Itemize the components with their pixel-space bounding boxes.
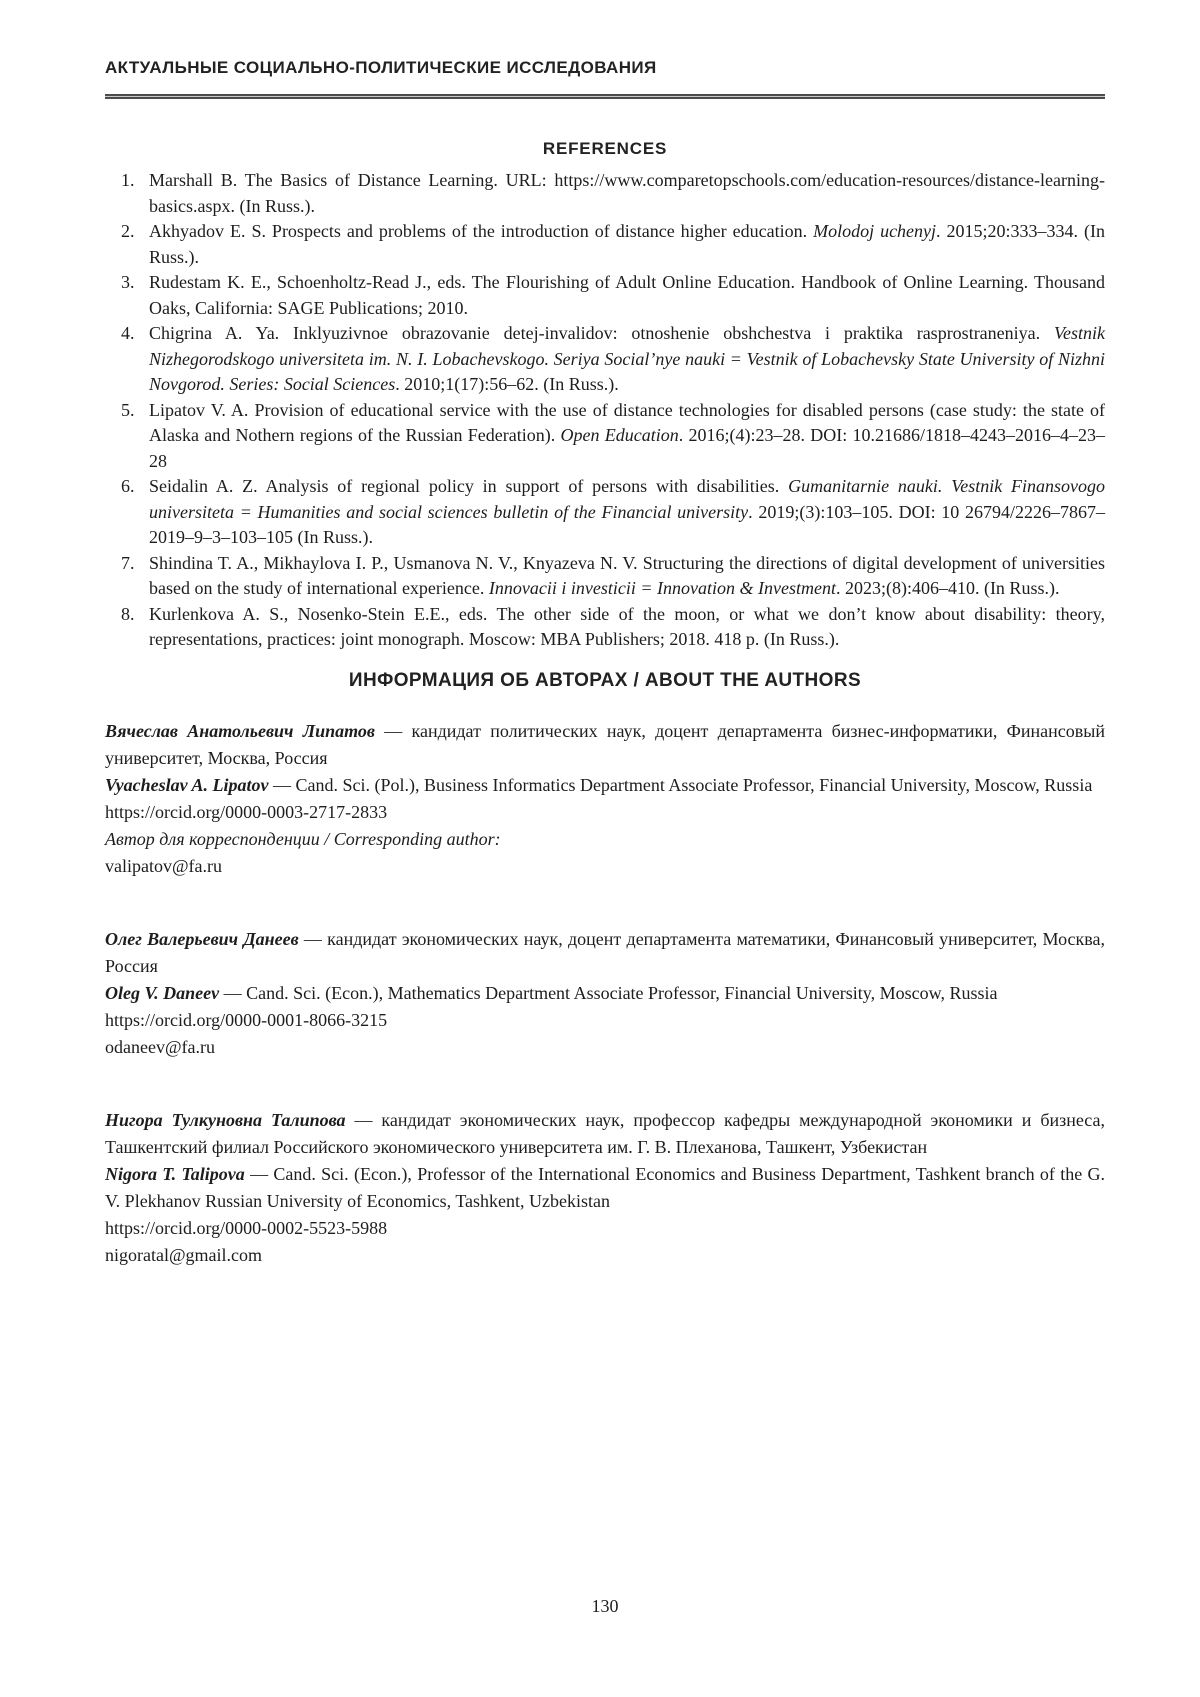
- reference-text: [149, 323, 1105, 394]
- text-segment: https://orcid.org/0000-0001-8066-3215: [105, 1009, 388, 1030]
- text-segment: Rudestam K. E., Schoenholtz-Read J., eds. The Flourishing of Adult Online Education. Handbook of Online Learning. Thousand Oaks, California: SAGE Publications; 2010.: [149, 272, 1105, 318]
- corresponding-author-note: [105, 826, 1105, 853]
- reference-text: [149, 553, 1105, 599]
- author-bio-en: [105, 980, 1105, 1007]
- text-segment: valipatov@fa.ru: [105, 855, 223, 876]
- text-segment: https://orcid.org/0000-0002-5523-5988: [105, 1217, 388, 1238]
- reference-number: 3.: [121, 272, 135, 292]
- author-email: [105, 1034, 1105, 1061]
- reference-item: [105, 474, 1105, 551]
- author-bio-en: [105, 1161, 1105, 1215]
- journal-title: Vestnik Nizhegorodskogo universiteta im. N. I. Lobachevskogo. Seriya Social’nye nauki = Vestnik of Lobachevsky State University of Nizhni Novgorod. Series: Social Sciences: [149, 323, 1105, 394]
- author-bio-en: [105, 772, 1105, 799]
- reference-text: [149, 272, 1105, 318]
- reference-text: [149, 221, 1105, 267]
- text-segment: Akhyadov E. S. Prospects and problems of the introduction of distance higher education.: [149, 221, 814, 241]
- reference-number: 4.: [121, 323, 135, 343]
- text-segment: Kurlenkova A. S., Nosenko-Stein E.E., eds. The other side of the moon, or what we don’t know about disability: theory, representations, practices: joint monograph. Moscow: MBA Publishers; 2018. 418 p. (In Russ.).: [149, 603, 1105, 649]
- reference-item: [105, 219, 1105, 270]
- reference-text: [149, 604, 1105, 650]
- author-name-en: Oleg V. Daneev: [105, 982, 220, 1003]
- reference-number: 7.: [121, 552, 135, 573]
- reference-number: 8.: [121, 603, 135, 624]
- reference-item: [105, 602, 1105, 653]
- reference-number: 6.: [121, 476, 135, 496]
- reference-number: 1.: [121, 170, 135, 190]
- authors-heading: ИНФОРМАЦИЯ ОБ АВТОРАХ / ABOUT THE AUTHORS: [348, 669, 862, 691]
- journal-title: Molodoj uchenyj: [813, 221, 937, 241]
- reference-number: 5.: [121, 399, 135, 420]
- author-name-ru: Нигора Тулкуновна Талипова: [105, 1109, 346, 1130]
- text-segment: — Cand. Sci. (Econ.), Professor of the International Economics and Business Department, Tashkent branch of the G. V. Plekhanov Russian University of Economics, Tashkent, Uzbekistan: [105, 1163, 1106, 1211]
- author-bio-ru: [105, 926, 1105, 980]
- journal-title: Gumanitarnie nauki. Vestnik Finansovogo universiteta = Humanities and social sciences bulletin of the Financial university: [149, 476, 1105, 522]
- text-segment: odaneev@fa.ru: [105, 1036, 216, 1057]
- text-segment: https://orcid.org/0000-0003-2717-2833: [105, 801, 388, 822]
- author-email: [105, 853, 1105, 880]
- reference-item: [105, 168, 1105, 219]
- text-segment: — Cand. Sci. (Pol.), Business Informatics Department Associate Professor, Financial University, Moscow, Russia: [268, 774, 1093, 795]
- reference-item: [105, 551, 1105, 602]
- page-content: [105, 0, 1105, 1269]
- text-segment: Shindina T. A., Mikhaylova I. P., Usmanova N. V., Knyazeva N. V. Structuring the directions of digital development of universities based on the study of international experience.: [149, 552, 1105, 598]
- reference-text: [149, 400, 1105, 471]
- reference-item: [105, 398, 1105, 475]
- reference-item: [105, 270, 1105, 321]
- author-name-ru: Олег Валерьевич Данеев: [105, 928, 299, 949]
- references-list: [105, 168, 1105, 653]
- text-segment: — кандидат политических наук, доцент департамента бизнес-информатики, Финансовый университет, Москва, Россия: [105, 720, 1105, 768]
- running-header: АКТУАЛЬНЫЕ СОЦИАЛЬНО-ПОЛИТИЧЕСКИЕ ИССЛЕДОВАНИЯ: [105, 58, 657, 77]
- text-segment: Marshall B. The Basics of Distance Learning. URL: https://www.comparetopschools.com/education-resources/distance-learning-basics.aspx. (In Russ.).: [149, 170, 1105, 216]
- text-segment: Chigrina A. Ya. Inklyuzivnoe obrazovanie detej-invalidov: otnoshenie obshchestva i praktika rasprostraneniya.: [149, 323, 1054, 343]
- author-name-ru: Вячеслав Анатольевич Липатов: [105, 720, 375, 741]
- text-segment: — Cand. Sci. (Econ.), Mathematics Department Associate Professor, Financial University, Moscow, Russia: [219, 982, 998, 1003]
- orcid-link: [105, 799, 1105, 826]
- author-bio-ru: [105, 1107, 1105, 1161]
- text-segment: . 2019;(3):103–105. DOI: 10 26794/2226–7867–2019–9–3–103–105 (In Russ.).: [149, 501, 1106, 547]
- journal-title: Open Education: [560, 425, 679, 445]
- text-segment: Автор для корреспонденции / Corresponding author:: [105, 828, 501, 849]
- author-name-en: Nigora T. Talipova: [105, 1163, 245, 1184]
- reference-number: 2.: [121, 221, 135, 241]
- author-bio-ru: [105, 718, 1105, 772]
- orcid-link: [105, 1007, 1105, 1034]
- authors-section: [105, 718, 1105, 1269]
- text-segment: Lipatov V. A. Provision of educational service with the use of distance technologies for disabled persons (case study: the state of Alaska and Nothern regions of the Russian Federation).: [149, 399, 1105, 445]
- text-segment: . 2010;1(17):56–62. (In Russ.).: [395, 374, 619, 394]
- reference-text: [149, 476, 1105, 547]
- orcid-link: [105, 1215, 1105, 1242]
- text-segment: — кандидат экономических наук, профессор кафедры международной экономики и бизнеса, Ташкентский филиал Российского экономического университета им. Г. В. Плеханова, Ташкент, Узбекистан: [105, 1109, 1105, 1157]
- text-segment: . 2023;(8):406–410. (In Russ.).: [835, 578, 1060, 598]
- author-block: [105, 718, 1105, 880]
- reference-item: [105, 321, 1105, 398]
- journal-title: Innovacii i investicii = Innovation & Investment: [488, 578, 836, 598]
- text-segment: . 2016;(4):23–28. DOI: 10.21686/1818–4243–2016–4–23–28: [149, 425, 1106, 471]
- author-block: [105, 926, 1105, 1061]
- author-name-en: Vyacheslav A. Lipatov: [105, 774, 269, 795]
- author-email: [105, 1242, 1105, 1269]
- author-block: [105, 1107, 1105, 1269]
- text-segment: nigoratal@gmail.com: [105, 1244, 263, 1265]
- header-rule: [105, 94, 1105, 99]
- page-number: 130: [591, 1596, 619, 1616]
- text-segment: . 2015;20:333–334. (In Russ.).: [149, 221, 1105, 267]
- text-segment: — кандидат экономических наук, доцент департамента математики, Финансовый университет, Москва, Россия: [105, 928, 1105, 976]
- text-segment: Seidalin A. Z. Analysis of regional policy in support of persons with disabilities.: [149, 476, 789, 496]
- references-heading: REFERENCES: [542, 139, 668, 158]
- reference-text: [149, 170, 1105, 216]
